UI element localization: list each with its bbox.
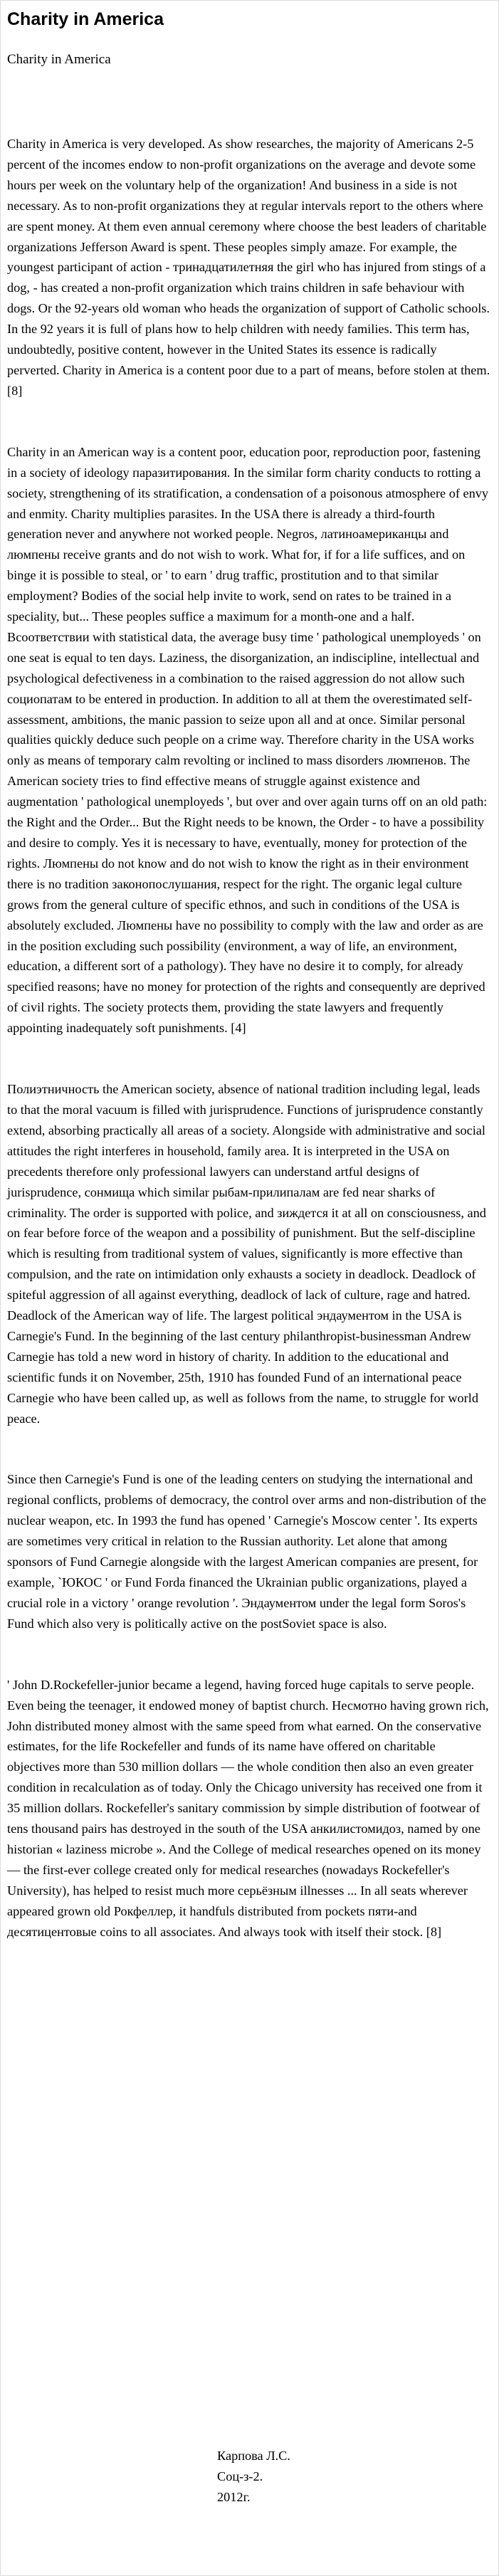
paragraph-2: Charity in an American way is a content poor, education poor, reproduction poor, fastening in a society of ideology паразитирования. In the similar form charity conducts to rotting a society, strengthening of its stratification, a condensation of a poisonous atmosphere of envy and enmity. Charity multiplies parasites. In the USA there is already a third-fourth generation never and anywhere not worked people. Negros, латиноамериканцы and люмпены receive grants and do not wish to work. What for, if for a life suffices, and on binge it is possible to steal, or ' to earn ' drug traffic, prostitution and to that similar employment? Bodies of the social help invite to work, send on rates to be trained in a speciality, but... These peoples suffice a maximum for a month-one and a half. Всоответствии with statistical data, the average busy time ' pathological unemployeds ' on one seat is equal to ten days. Laziness, the disorganization, an indiscipline, intellectual and psychological defectiveness in a combination to the raised aggression do not allow such социопатам to be entered in production. In addition to all at them the overestimated self-assessment, ambitions, the manic passion to seize upon all and at once. Similar personal qualities quickly deduce such people on a crime way. Therefore charity in the USA works only as means of temporary calm revolting or inclined to mass disorders люмпенов. The American society tries to find effective means of struggle against existence and augmentation ' pathological unemployeds ', but over and over again turns off on an old path: the Right and the Order... But the Right needs to be known, the Order - to have a possibility and desire to comply. Yes it is necessary to have, eventually, money for protection of the rights. Люмпены do not know and do not wish to know the right as in their environment there is no tradition законопослушания, respect for the right. The organic legal culture grows from the general culture of specific ethnos, and such in conditions of the USA is absolutely excluded. Люмпены have no possibility to comply with the law and order as are in the position excluding such possibility (environment, a way of life, an environment, education, a different sort of a pathology). They have no desire it to comply, for already specified reasons; have no money for protection of the rights and consequently are deprived of civil rights. The society protects them, providing the state lawyers and frequently appointing inadequately soft punishments. [4] [7, 444, 489, 1036]
document-page [7, 0, 491, 1942]
author-group: Соц-з-2. [217, 2469, 263, 2483]
page-title: Charity in America [7, 9, 164, 29]
document-subtitle: Charity in America [7, 52, 111, 67]
signature-block [217, 2446, 290, 2508]
paragraph-4: Since then Carnegie's Fund is one of the leading centers on studying the international and regional conflicts, problems of democracy, the control over arms and non-distribution of the nuclear weapon, etc. In 1993 the fund has opened ' Carnegie's Moscow center '. Its experts are sometimes very critical in relation to the Russian authority. Let alone that among sponsors of Fund Carnegie alongside with the largest American companies are present, for example, `ЮКОС ' or Fund Forda financed the Ukrainian public organizations, played a crucial role in a victory ' orange revolution '. Эндаументом under the legal form Soros's Fund which also very is politically active on the postSoviet space is also. [7, 1472, 486, 1631]
paragraph-3: Полиэтничность the American society, absence of national tradition including legal, leads to that the moral vacuum is filled with jurisprudence. Functions of jurisprudence constantly extend, absorbing practically all areas of a society. Alongside with administrative and social attitudes the right interferes in household, family area. It is interpreted in the USA on precedents therefore only professional lawyers can understand artful designs of jurisprudence, сонмища which similar рыбам-прилипалам are fed near sharks of criminality. The order is supported with police, and зиждется it at all on consciousness, and on fear before force of the weapon and a possibility of punishment. But the self-discipline which is resulting from traditional system of values, significantly is more effective than compulsion, and the rate on intimidation only exhausts a society in deadlock. Deadlock of spiteful aggression of all against everything, deadlock of lack of culture, rage and hatred. Deadlock of the American way of life. The largest political эндаументом in the USA is Carnegie's Fund. In the beginning of the last century philanthropist-businessman Andrew Carnegie has told a new word in history of charity. In addition to the educational and scientific funds it on November, 25th, 1910 has founded Fund of an international peace Carnegie who have been called up, as well as follows from the name, to struggle for world peace. [7, 1082, 486, 1426]
paragraph-5: ' John D.Rockefeller-junior became a legend, having forced huge capitals to serve people. Even being the teenager, it endowed money of baptist church. Несмотно having grown rich, John distributed money almost with the same speed from what earned. On the conservative estimates, for the life Rockefeller and funds of its name have offered on charitable objectives more than 530 million dollars — the whole condition then also an even greater condition in recalculation as of today. Only the Chicago university has received one from it 35 million dollars. Rockefeller's sanitary commission by simple distribution of footwear of tens thousand pairs has destroyed in the south of the USA анкилистомидоз, named by one historian « laziness microbe ». And the College of medical researches opened on its money — the first-ever college created only for medical researches (nowadays Rockefeller's University), has helped to resist much more серьёзным illnesses ... In all seats wherever appeared grown old Рокфеллер, it handfuls distributed from pockets пяти-and десятицентовые coins to all associates. And always took with itself their stock. [8] [7, 1677, 489, 1939]
author-name: Карпова Л.С. [217, 2449, 290, 2463]
paragraph-1: Charity in America is very developed. As show researches, the majority of Americans 2-5 percent of the incomes endow to non-profit organizations on the average and devote some hours per week on the voluntary help of the organization! And business in a side is not necessary. As to non-profit organizations they at regular intervals report to the others where are spent money. At them even annual ceremony where choose the best leaders of charitable organizations Jefferson Award is spent. These peoples simply amaze. For example, the youngest participant of action - тринадцатилетняя the girl who has injured from stings of a dog, - has created a non-profit organization which trains children in safe behaviour with dogs. Or the 92-years old woman who heads the organization of support of Catholic schools. In the 92 years it is full of plans how to help children with needy families. This term has, undoubtedly, positive content, however in the United States its essence is radically perverted. Charity in America is a content poor due to a part of means, before stolen at them. [8] [7, 137, 490, 398]
document-year: 2012г. [217, 2490, 251, 2504]
